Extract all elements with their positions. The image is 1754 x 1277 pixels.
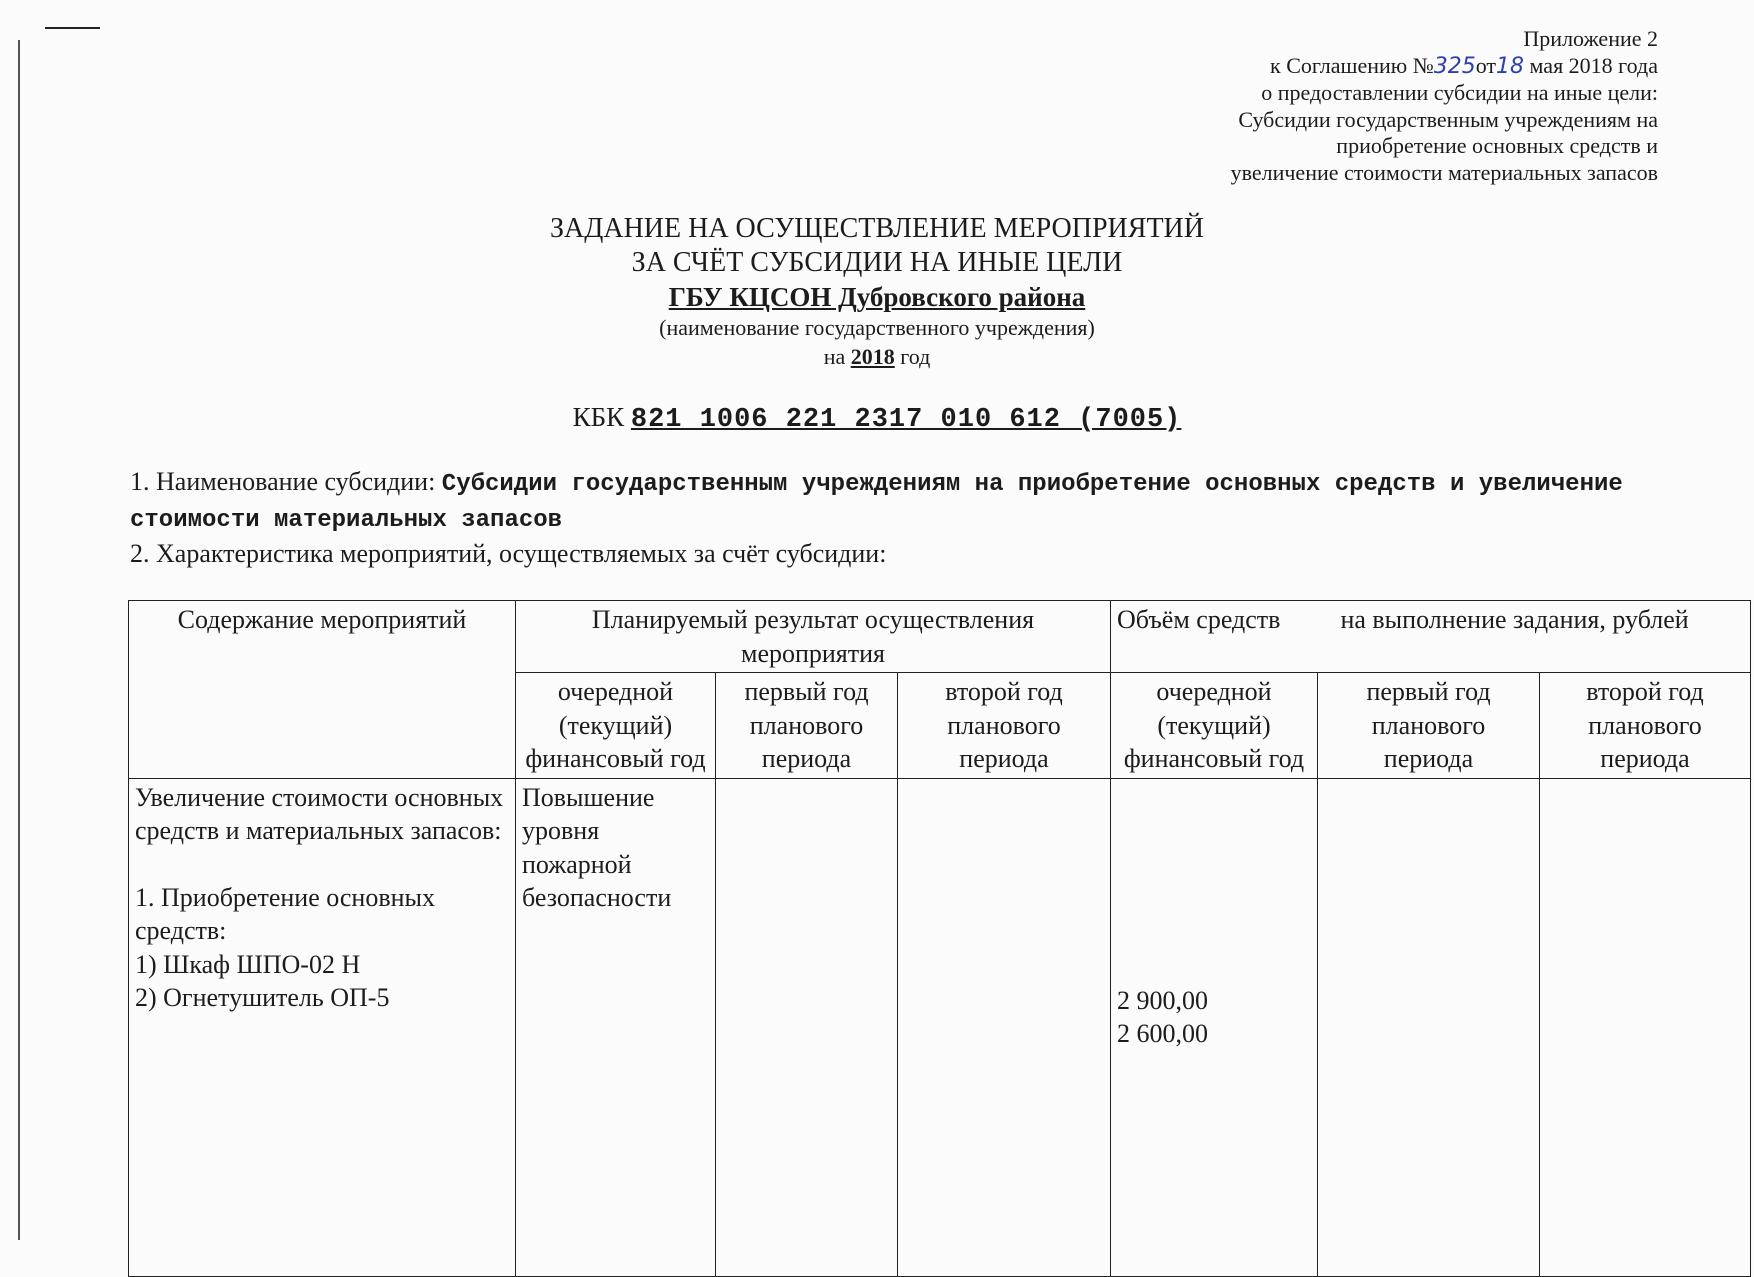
- appendix-line-6: увеличение стоимости материальных запасов: [1230, 159, 1658, 185]
- agreement-from: от: [1475, 52, 1497, 78]
- agreement-number-handwritten: 325: [1433, 53, 1476, 79]
- cell-content: [129, 778, 516, 1276]
- scan-dash-mark: [45, 27, 100, 29]
- table-header-row-1: [129, 601, 1751, 673]
- header-volume-b: на выполнение задания, рублей: [1340, 605, 1689, 634]
- tasks-table: [128, 600, 1751, 1277]
- cell-volume-current: [1111, 778, 1318, 1276]
- amount-1: 2 900,00: [1117, 985, 1208, 1015]
- title-line-2: ЗА СЧЁТ СУБСИДИИ НА ИНЫЕ ЦЕЛИ: [631, 247, 1123, 278]
- cell-volume-second: [1540, 778, 1751, 1276]
- subheader-volume-current: очередной (текущий) финансовый год: [1111, 673, 1318, 779]
- appendix-block: [958, 26, 1658, 186]
- appendix-agreement-line: [958, 53, 1658, 81]
- agreement-day-handwritten: 18: [1496, 53, 1525, 79]
- kbk-code: 821 1006 221 2317 010 612 (7005): [630, 405, 1182, 435]
- subheader-result-second: второй год планового периода: [898, 673, 1111, 779]
- content-item-2: 2) Огнетушитель ОП-5: [135, 983, 390, 1012]
- year-value: 2018: [850, 344, 895, 369]
- amount-2: 2 600,00: [1117, 1019, 1208, 1048]
- item-1-label: 1. Наименование субсидии:: [130, 467, 436, 496]
- subheader-volume-second: второй год планового периода: [1540, 673, 1751, 779]
- subsidy-items: [130, 465, 1650, 570]
- item-1: [130, 465, 1650, 537]
- subheader-volume-first: первый год планового периода: [1318, 673, 1540, 779]
- cell-result-first: [716, 778, 898, 1276]
- cell-result-second: [898, 778, 1111, 1276]
- title-line-1: ЗАДАНИЕ НА ОСУЩЕСТВЛЕНИЕ МЕРОПРИЯТИЙ: [550, 213, 1204, 244]
- year-prefix: на: [823, 344, 846, 369]
- year-line: [0, 342, 1754, 372]
- header-volume-a: Объём средств: [1117, 605, 1281, 634]
- institution-name: ГБУ КЦСОН Дубровского района: [668, 282, 1086, 312]
- year-suffix: год: [900, 344, 931, 369]
- item-1-value: Субсидии государственным учреждениям на приобретение основных средств и увеличение стоимости материальных запасов: [130, 471, 1623, 534]
- appendix-line-3: о предоставлении субсидии на иные цели:: [1261, 80, 1658, 105]
- content-line-1: Увеличение стоимости основных средств и материальных запасов:: [135, 782, 504, 845]
- subheader-result-first: первый год планового периода: [716, 673, 898, 779]
- content-item-1: 1) Шкаф ШПО-02 Н: [135, 949, 361, 979]
- table-row: [129, 778, 1751, 1276]
- document-title-block: [0, 212, 1754, 372]
- kbk-label: КБК: [572, 402, 625, 432]
- appendix-title: Приложение 2: [1523, 26, 1658, 51]
- appendix-line-4: Субсидии государственным учреждениям на: [1238, 106, 1658, 132]
- cell-volume-first: [1318, 778, 1540, 1276]
- kbk-line: [0, 402, 1754, 435]
- appendix-line-5: приобретение основных средств и: [1336, 133, 1658, 158]
- header-result: Планируемый результат осуществления мероприятия: [516, 601, 1111, 673]
- agreement-prefix: к Соглашению №: [1270, 52, 1434, 78]
- content-line-2: 1. Приобретение основных средств:: [135, 882, 435, 945]
- institution-note: (наименование государственного учреждения): [659, 315, 1095, 340]
- item-2: 2. Характеристика мероприятий, осуществляемых за счёт субсидии:: [130, 539, 887, 568]
- subheader-result-current: очередной (текущий) финансовый год: [516, 673, 716, 779]
- header-volume: [1111, 601, 1751, 673]
- cell-result: Повышение уровня пожарной безопасности: [516, 778, 716, 1276]
- header-content: Содержание мероприятий: [129, 601, 516, 779]
- agreement-date-rest: мая 2018 года: [1529, 52, 1658, 78]
